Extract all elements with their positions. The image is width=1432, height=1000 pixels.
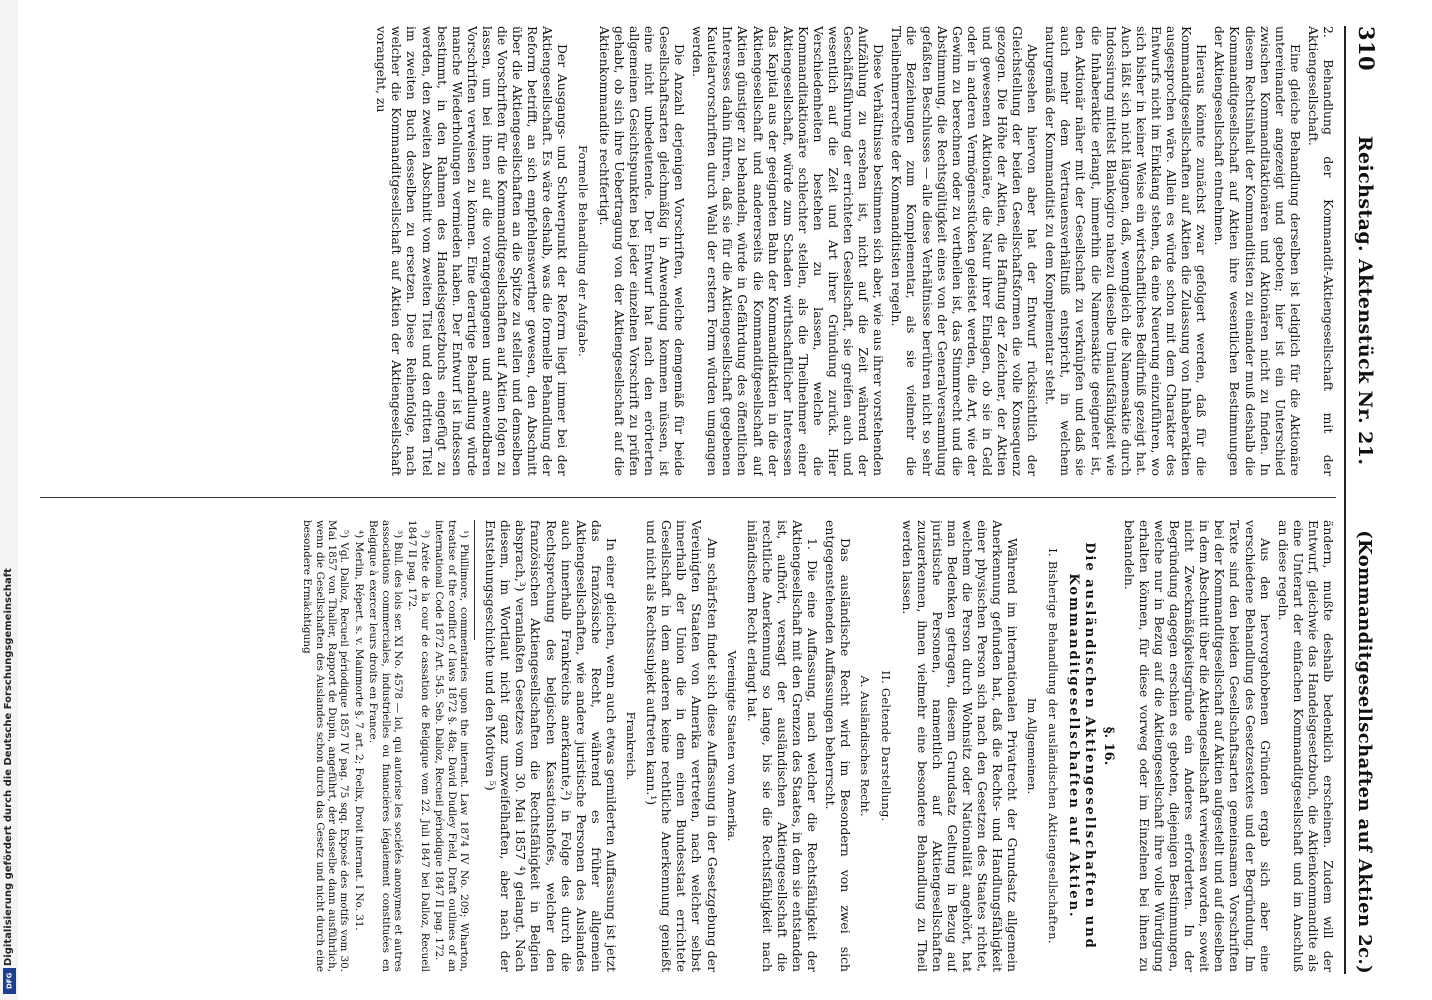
- paragraph: 2. Behandlung der Kommandit-Aktiengesellschaft mit der Aktiengesellschaft.: [1305, 26, 1336, 476]
- paragraph: In einer gleichen, wenn auch etwas gemilderten Auffassung ist jetzt das französische Recht, während es früher allgemein Aktiengesellschaften, wie andere juristische Personen des Auslandes auch innerhalb Frankreichs anerkannte,²) in Folge des durch die Rechtsprechung des belgischen Kassationshofes, welcher den französischen Aktiengesellschaften die Rechtsfähigkeit in Belgien absprach,³) veranlaßten Gesetzes vom 30. Mai 1857 ⁴) gelangt. Nach diesem, im Wortlaut nicht ganz unzweifelhaften, aber nach der Entstehungsgeschichte und den Motiven ⁵): [483, 520, 619, 972]
- subheading: Im Allgemeinen.: [1025, 697, 1040, 795]
- paragraph: Aus den hervorgehobenen Gründen ergab sich aber eine verschiedene Behandlung des Gesetzestextes und der Begründung. Im Texte sind den beiden Gesellschaftsarten gemeinsamen Vorschriften bei der Kommanditgesellschaft auf Aktien aufgestellt und auf dieselben in dem Abschnitt über die Aktiengesellschaft verwiesen worden, soweit nicht Zweckmäßigkeitsgründe ein Anderes erforderten. In der Begründung dagegen erschien es geboten, diejenigen Bestimmungen, welche nur in Bezug auf die Aktiengesellschaft ihre volle Würdigung erhalten können, für diese vorweg oder im Einzelnen bei ihnen zu behandeln.: [1121, 520, 1273, 972]
- subheading: I. Bisherige Behandlung der ausländischen Aktiengesellschaften.: [1046, 548, 1061, 944]
- digitization-sidebar: [0, 0, 18, 1000]
- paragraph: Diese Verhältnisse bestimmen sich aber, wie aus ihrer vorstehenden Aufzählung zu ersehen ist, nicht auf die Zeit während der Geschäftsführung der errichteten Gesellschaft, sie greifen auch und wesentlich auf die Zeit und Art ihrer Gründung zurück. Hier Verschiedenheiten bestehen zu lassen, welche die Kommanditaktionäre schlechter stellen, als die Theilnehmer einer Aktiengesellschaft, würde zum Schaden wirthschaftlicher Interessen das Kapital aus der geeigneten Bahn der Kommanditaktien in die der Aktiengesellschaft und andererseits die Kommanditgesellschaft auf Aktien günstiger zu behandeln, würde in Gefährdung des öffentlichen Interesses dahin führen, daß sie für die Aktiengesellschaft gegebenen Kautelarvorschriften durch Wahl der erstern Form würden umgangen werden.: [690, 26, 887, 476]
- footnote: ⁴) Merlin, Répert. s. v. Mainmorte §. 7 art. 2; Foelix, Droit internat. I No. 31.: [352, 530, 365, 931]
- paragraph: Abgesehen hiervon aber hat der Entwurf rücksichtlich der Gleichstellung der beiden Gesellschaftsformen die volle Konsequenz gezogen. Die Höhe der Aktien, die Haftung der Zeichner, der Aktien und gewesenen Aktionäre, die Natur ihrer Einlagen, ob sie in Geld oder in anderen Vermögensstücken geleistet werden, die Art, wie der Gewinn zu berechnen oder zu vertheilen ist, das Stimmrecht und die Abstimmung, die Rechtsgültigkeit eines von der Generalversammlung gefaßten Beschlusses — alle diese Verhältnisse berühren nicht so sehr die Beziehungen zum Komplementar, als sie vielmehr die Theilnehmerrechte der Kommanditisten regeln.: [889, 26, 1041, 476]
- paragraph: Der Ausgangs- und Schwerpunkt der Reform liegt immer bei der Aktiengesellschaft. Es wäre deshalb, was die formelle Behandlung der Reform betrifft, an sich empfehlenswerther gewesen, den Abschnitt über die Aktiengesellschaften an die Spitze zu stellen und demselben die Vorschriften für die Kommanditgesellschaften auf Aktien folgen zu lassen, um bei ihnen auf die vorangegangenen und anwendbaren Vorschriften verweisen zu können. Eine derartige Behandlung würde manche Wiederholungen vermieden haben. Der Entwurf ist indessen bestimmt, in den Rahmen des Handelsgesetzbuchs eingefügt zu werden, den zweiten Abschnitt vom zweiten Titel und den dritten Titel im zweiten Buch desselben zu ersetzen. Diese Reihenfolge, nach welcher die Kommanditgesellschaft auf Aktien der Aktiengesellschaft vorangeht, zu: [374, 26, 571, 476]
- subheading: A. Ausländisches Recht.: [858, 675, 873, 817]
- subheading: II. Geltende Darstellung.: [879, 670, 894, 822]
- left-column: [40, 26, 1336, 476]
- paragraph: Die Anzahl derjenigen Vorschriften, welche demgemäß für beide Gesellschaftsarten gleichmäßig in Anwendung kommen müssen, ist eine nicht unbedeutende. Der Entwurf hat nach den erörterten allgemeinen Gesichtspunkten bei jeder einzelnen Vorschrift zu prüfen gehabt, ob sich ihre Uebertragung von der Aktiengesellschaft auf die Aktienkommandite rechtfertigt.: [596, 26, 688, 476]
- footnote: ⁵) Vgl. Dalloz, Recueil périodique 1857 IV pag. 75 sqq. Exposé des motifs vom 30. Mai 1857 von Thaller, Rapport de Dupin, angeführt, der dasselbe dann ausführlich, wenn die Gesellschaften des Auslandes schon durch das Gesetz und nicht durch eine besondere Ermächtigung: [301, 520, 351, 972]
- section-title: Die ausländischen Aktiengesellschaften und Kommanditgesellschaften auf Aktien.: [1066, 542, 1097, 950]
- footnotes: [301, 520, 470, 972]
- paragraph: 1. Die eine Auffassung, nach welcher die Rechtsfähigkeit der Aktiengesellschaft mit den Grenzen des Staates, in dem sie entstanden ist, aufhört, versagt der ausländischen Aktiengesellschaft die rechtliche Anerkennung so lange, bis sie die Rechtsfähigkeit nach inländischem Recht erlangt hat.: [744, 520, 821, 972]
- header-title: Reichstag. Aktenstück Nr. 21.: [1354, 135, 1376, 466]
- page-number: 310: [1354, 26, 1379, 72]
- footnote: ²) Aréte de la cour de cassation de Belgique vom 22. Juli 1847 bei Dalloz, Recueil 1847 II pag. 172.: [406, 520, 431, 972]
- subheading: Frankreich.: [624, 711, 639, 781]
- subheading: Formelle Behandlung der Aufgabe.: [576, 144, 591, 358]
- footnote: ³) Bull. des lois ser. XI No. 4578 — loi, qui autorise les sociétés anonymes et autres associations commerciales, industrielles ou financières légalement constituées en Belgique à exercer leurs droits en France.: [367, 520, 405, 972]
- column-divider: [40, 497, 1336, 498]
- header-rule: [1344, 26, 1346, 974]
- footnote-rule: [474, 520, 475, 640]
- right-column: [40, 520, 1336, 972]
- section-number: §. 16.: [1100, 726, 1116, 766]
- dfg-logo-icon: DFG: [3, 968, 16, 994]
- subheading: Vereinigte Staaten von Amerika.: [724, 650, 739, 842]
- paragraph: Am schärfsten findet sich diese Auffassung in der Gesetzgebung der Vereinigten Staaten von Amerika vertreten, nach welcher selbst innerhalb der Union die in dem einen Bundesstaat errichtete Gesellschaft in dem anderen keine rechtliche Anerkennung genießt und nicht als Rechtssubjekt auftreten kann.¹): [644, 520, 720, 972]
- paragraph: Das ausländische Recht wird im Besondern von zwei sich entgegenstehenden Auffassungen beherrscht.: [823, 520, 854, 972]
- digitization-credit: Digitalisierung gefördert durch die Deutsche Forschungsgemeinschaft: [3, 568, 14, 966]
- paragraph: Hieraus könnte zunächst zwar gefolgert werden, daß für die Kommanditgesellschaften auf Aktien die Zulassung von Inhaberaktien ausgesprochen wäre. Allein es würde schon mit dem Charakter des Entwurfs nicht im Einklang stehen, da eine Neuerung einzuführen, wo sich bisher in keiner Weise ein wirtschaftliches Bedürfniß gezeigt hat. Auch läßt sich nicht läugnen, daß, wenngleich die Namensaktie durch Indossirung mittelst Blankogiro nahezu dieselbe Umlaufsfähigkeit wie die Inhaberaktie erlangt, immerhin die Namensaktie geeigneter ist, den Aktionär näher mit der Gesellschaft zu verknüpfen und daß sie auch mehr dem Vertrauensverhältniß entspricht, in welchem naturgemäß der Kommanditist zu dem Komplementar steht.: [1043, 26, 1210, 476]
- paragraph: ändern, mußte deshalb bedenklich erscheinen. Zudem will der Entwurf, gleichwie das Handelsgesetzbuch, die Aktienkommandite als eine Unterart der einfachen Kommanditgesellschaft und im Anschluß an diese regeln.: [1275, 520, 1336, 972]
- footnote: ¹) Phillimore, commentaries upon the internat. Law 1874 IV No. 209; Wharton, treatise of the conflict of laws 1872 §. 48a; David Dudley Field, Draft outlines of an international Code 1872 Art. 545. Seb. Dalloz, Recueil périodique 1847 II pag. 172.: [433, 520, 471, 972]
- page-header: [1354, 26, 1384, 974]
- header-subtitle: (Kommanditgesellschaften auf Aktien 2c.): [1354, 530, 1375, 974]
- paragraph: Während im internationalen Privatrecht der Grundsatz allgemein Anerkennung gefunden hat, daß die Rechts- und Handlungsfähigkeit einer physischen Person sich nach den Gesetzen des Staates richtet, welchem die Person durch Wohnsitz oder Nationalität angehört, hat man Bedenken getragen, diesem Grundsatz Geltung in Bezug auf juristische Personen, namentlich auf Aktiengesellschaften zuzuerkennen, ihnen vielmehr eine besondere Behandlung zu Theil werden lassen.: [899, 520, 1021, 972]
- paragraph: Eine gleiche Behandlung derselben ist lediglich für die Aktionäre untereinander angezeigt und geboten; hier ist ein Unterschied zwischen Kommanditaktionären und Aktionären nicht zu finden. In diesem Rechtsinhalt der Kommanditisten zu einander muß deshalb die Kommanditgesellschaft auf Aktien ihre wesentlichen Bestimmungen der Aktiengesellschaft entnehmen.: [1212, 26, 1303, 476]
